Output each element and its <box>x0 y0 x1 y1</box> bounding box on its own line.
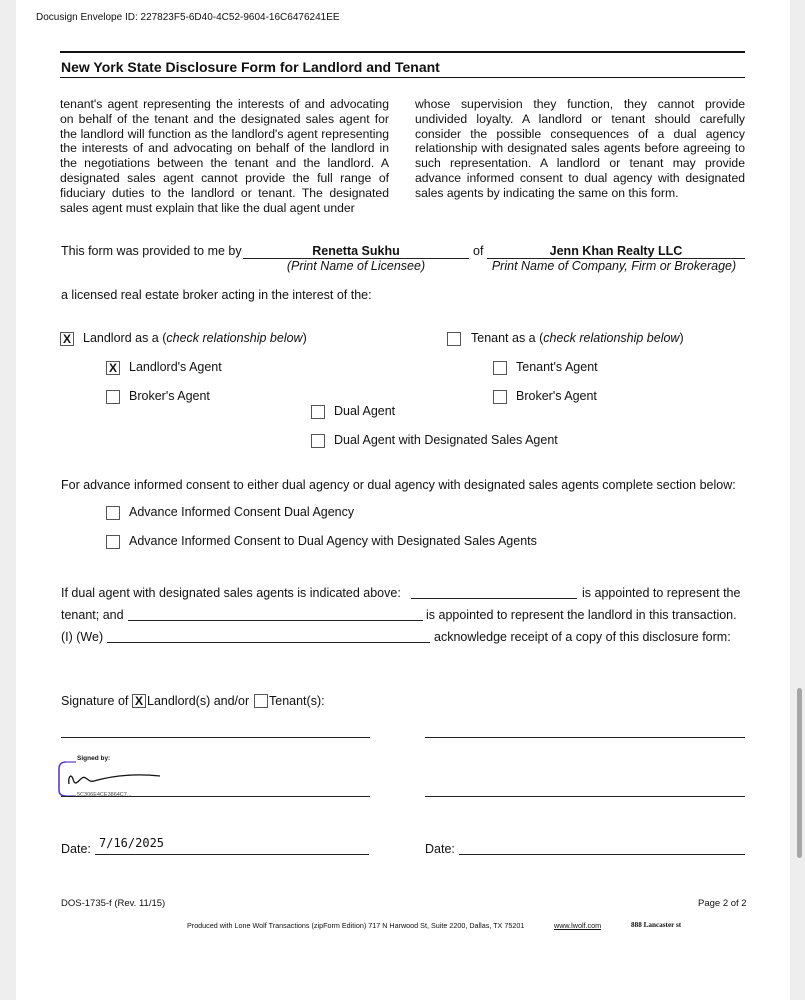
landlords-agent-checkbox[interactable]: X <box>106 361 120 375</box>
landlord-label: Landlord as a (check relationship below) <box>83 331 307 345</box>
landlord-checkbox[interactable]: X <box>60 332 74 346</box>
designated-line1-label: If dual agent with designated sales agents is indicated above: <box>61 586 401 600</box>
property-address: 888 Lancaster st <box>631 921 682 929</box>
signed-by-label: Signed by: <box>77 755 111 762</box>
licensee-caption: (Print Name of Licensee) <box>286 259 426 273</box>
date-label-left: Date: <box>61 842 91 856</box>
consent-dual-designated-label: Advance Informed Consent to Dual Agency with Designated Sales Agents <box>129 534 537 548</box>
tenant-checkbox[interactable] <box>447 332 461 346</box>
broker-line: a licensed real estate broker acting in the interest of the: <box>61 288 372 302</box>
consent-dual-designated-checkbox[interactable] <box>106 535 120 549</box>
body-column-left: tenant's agent representing the interests of and advocating on behalf of the tenant and the designated sales agent for the landlord will function as the landlord's agent representing the interests of and advocating on behalf of the landlord in the negotiations between the tenant and the landlord. A designated sales agent cannot provide the full range of fiduciary duties to the landlord or tenant. The designated sales agent must explain that like the dual agent under <box>60 97 389 215</box>
signature-tenant-label: Tenant(s): <box>269 694 325 708</box>
designated-line2-end: is appointed to represent the landlord in this transaction. <box>426 608 737 622</box>
dual-agent-designated-checkbox[interactable] <box>311 434 325 448</box>
signature-tenant-checkbox[interactable] <box>254 694 268 708</box>
landlord-broker-agent-checkbox[interactable] <box>106 390 120 404</box>
signature-line-2-right[interactable] <box>425 796 745 797</box>
designated-line2-label: tenant; and <box>61 608 124 622</box>
of-label: of <box>473 244 484 258</box>
landlord-broker-agent-label: Broker's Agent <box>129 389 210 403</box>
designated-line3-end: acknowledge receipt of a copy of this disclosure form: <box>434 630 731 644</box>
consent-dual-agency-label: Advance Informed Consent Dual Agency <box>129 505 355 519</box>
title-rule-bottom <box>60 77 745 78</box>
signature-line-2-left[interactable] <box>61 796 370 797</box>
envelope-id: Docusign Envelope ID: 227823F5-6D40-4C52-9604-16C6476241EE <box>36 12 340 23</box>
dual-agent-designated-label: Dual Agent with Designated Sales Agent <box>334 433 558 447</box>
date-label-right: Date: <box>425 842 455 856</box>
tenants-agent-label: Tenant's Agent <box>516 360 598 374</box>
form-id: DOS-1735-f (Rev. 11/15) <box>61 898 166 909</box>
signer-id: 5C306E4CE3864C7... <box>77 792 132 798</box>
company-caption: Print Name of Company, Firm or Brokerage) <box>491 259 737 273</box>
produced-with-text: Produced with Lone Wolf Transactions (zipForm Edition) 717 N Harwood St, Suite 2200, Dallas, TX 75201 <box>187 921 525 930</box>
tenants-agent-checkbox[interactable] <box>493 361 507 375</box>
designated-line1-end: is appointed to represent the <box>582 586 741 600</box>
date-field-right[interactable] <box>459 854 745 855</box>
company-name-value: Jenn Khan Realty LLC <box>549 244 683 258</box>
dual-agent-label: Dual Agent <box>334 404 396 418</box>
licensee-name-value: Renetta Sukhu <box>312 244 400 258</box>
consent-dual-agency-checkbox[interactable] <box>106 506 120 520</box>
body-column-right: whose supervision they function, they cannot provide undivided loyalty. A landlord or tenant should carefully consider the possible consequences of a dual agency relationship with designated sales agents before agreeing to such representation. A landlord or tenant may provide advance informed consent to dual agency with designated sales agents by indicating the same on this form. <box>415 97 745 200</box>
lwolf-link[interactable]: www.lwolf.com <box>554 921 602 930</box>
signature-landlord-checkbox[interactable]: X <box>132 694 146 708</box>
signature-line-1-left[interactable] <box>61 737 370 738</box>
date-value-left: 7/16/2025 <box>99 836 165 850</box>
provided-by-label: This form was provided to me by <box>61 244 242 258</box>
tenant-broker-agent-label: Broker's Agent <box>516 389 597 403</box>
acknowledge-name-field[interactable] <box>107 642 430 643</box>
designated-line3-label: (I) (We) <box>61 630 104 644</box>
page-number: Page 2 of 2 <box>698 898 747 909</box>
date-field-left[interactable] <box>95 854 369 855</box>
tenant-broker-agent-checkbox[interactable] <box>493 390 507 404</box>
signature-landlord-label: Landlord(s) and/or <box>147 694 250 708</box>
dual-agent-checkbox[interactable] <box>311 405 325 419</box>
signature-line-1-right[interactable] <box>425 737 745 738</box>
landlord-designated-agent-field[interactable] <box>128 620 423 621</box>
tenant-label: Tenant as a (check relationship below) <box>471 331 684 345</box>
page-title: New York State Disclosure Form for Landlord and Tenant <box>61 59 440 75</box>
document-page <box>16 0 790 1000</box>
consent-intro: For advance informed consent to either dual agency or dual agency with designated sales agents complete section below: <box>61 478 736 492</box>
title-rule-top <box>60 51 745 53</box>
landlords-agent-label: Landlord's Agent <box>129 360 222 374</box>
scrollbar-thumb[interactable] <box>797 688 802 858</box>
tenant-designated-agent-field[interactable] <box>411 598 577 599</box>
signature-label: Signature of <box>61 694 129 708</box>
